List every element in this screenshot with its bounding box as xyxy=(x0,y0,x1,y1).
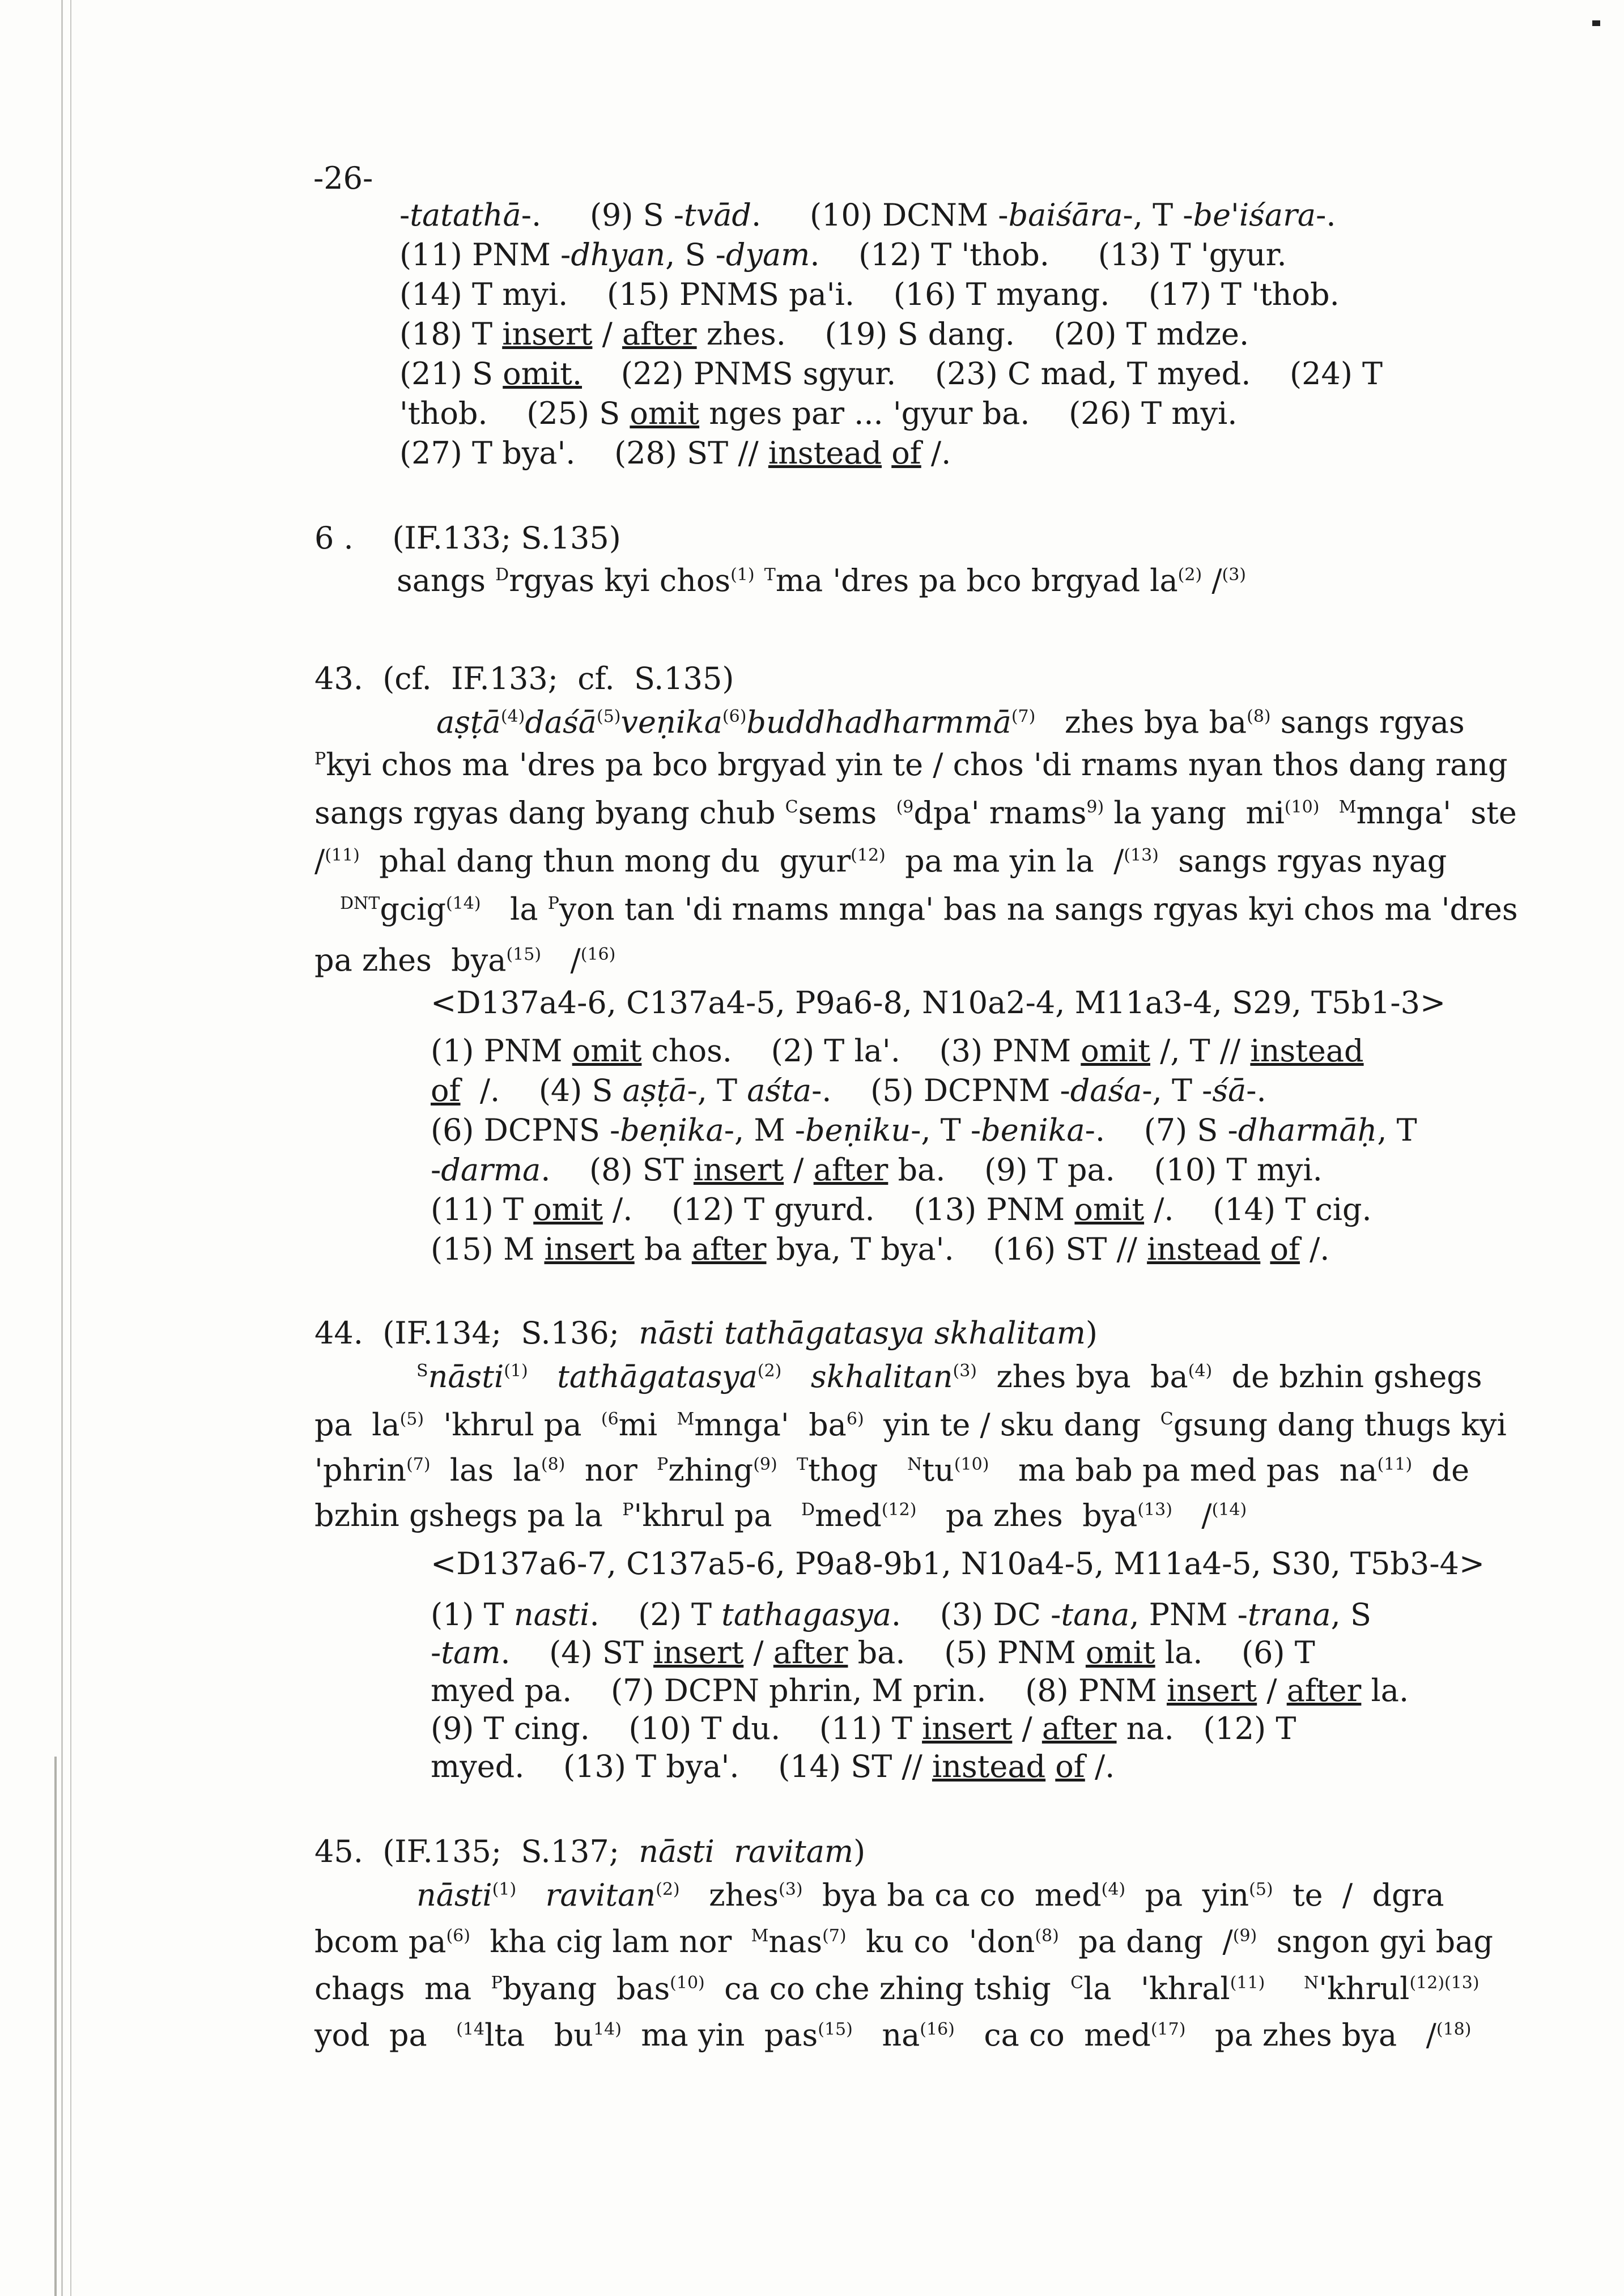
entry-heading: 6 . (IF.133; S.135) xyxy=(314,520,621,556)
entry-text: $^S$nāsti$^{(1)}$ tathāgatasya$^{(2)}$ skhalitan$^{(3)}$ zhes bya $ba^{(4)}$ de bzhin gshegs xyxy=(416,1359,1482,1394)
note-line: myed. (13) T bya'. (14) ST // instead of /. xyxy=(431,1749,1115,1784)
entry-heading: 45. (IF.135; S.137; nāsti ravitam) xyxy=(314,1834,866,1869)
scan-edge-line xyxy=(70,0,71,2296)
note-line: (18) T insert / after zhes. (19) S dang. (20) T mdze. xyxy=(399,316,1249,352)
entry-text: chags ma $^P$byang bas$^{(10)}$ ca co che zhing tshig $^C$la 'khral$^{(11)}$ $^N$'khrul$^{(12)(13)}$ xyxy=(314,1971,1480,2006)
entry-text: pa zhes bya$^{(15)}$ /$^{(16)}$ xyxy=(314,942,616,978)
note-line: myed pa. (7) DCPN phrin, M prin. (8) PNM insert / after la. xyxy=(431,1673,1409,1708)
entry-text: bzhin gshegs pa la $^P$'khrul pa $^D$med$^{(12)}$ pa zhes bya$^{(13)}$ /$^{(14)}$ xyxy=(314,1498,1247,1533)
entry-text: aṣṭā$^{(4)}$daśā$^{(5)}$veṇika$^{(6)}$buddhadharmmā$^{(7)}$ zhes bya $ba^{(8)}$ sangs rgyas xyxy=(436,704,1465,740)
note-line: (14) T myi. (15) PNMS pa'i. (16) T myang. (17) T 'thob. xyxy=(399,277,1340,312)
note-line: -tatathā-. (9) S -tvād. (10) DCNM -baiśāra-, T -be'iśara-. xyxy=(399,197,1336,233)
entry-text: $^P$kyi chos ma 'dres pa bco brgyad yin te / chos 'di rnams nyan thos dang rang xyxy=(314,747,1508,783)
scan-edge-line xyxy=(54,1757,57,2296)
note-line: (21) S omit. (22) PNMS sgyur. (23) C mad, T myed. (24) T xyxy=(399,356,1383,392)
entry-text: nāsti$^{(1)}$ ravitan$^{(2)}$ zhes$^{(3)}$ bya ba ca co med$^{(4)}$ pa yin$^{(5)}$ te / dgra xyxy=(416,1877,1444,1913)
entry-heading: 44. (IF.134; S.136; nāsti tathāgatasya skhalitam) xyxy=(314,1315,1098,1351)
entry-text: /$^{(11)}$ phal dang thun mong du gyur$^{(12)}$ pa ma yin la /$^{(13)}$ sangs rgyas nyag xyxy=(314,843,1447,879)
note-line: (6) DCPNS -beṇika-, M -beṇiku-, T -benika-. (7) S -dharmāḥ, T xyxy=(431,1112,1417,1148)
entry-text: yod pa $^{(14}$lta $bu^{14)}$ ma yin pas$^{(15)}$ $na^{(16)}$ ca co med$^{(17)}$ pa zhes bya /$^{(18)}$ xyxy=(314,2017,1472,2053)
entry-text: sangs $^D$rgyas kyi chos$^{(1)}$ $^T$ma 'dres pa bco brgyad $la^{(2)}$ /$^{(3)}$ xyxy=(397,563,1247,598)
note-line: (1) T nasti. (2) T tathagasya. (3) DC -tana, PNM -trana, S xyxy=(431,1597,1371,1632)
note-line: 'thob. (25) S omit nges par ... 'gyur ba. (26) T myi. xyxy=(399,396,1238,431)
entry-heading: 43. (cf. IF.133; cf. S.135) xyxy=(314,661,734,696)
source-line: <D137a4-6, C137a4-5, P9a6-8, N10a2-4, M11a3-4, S29, T5b1-3> xyxy=(431,985,1446,1021)
note-line: (9) T cing. (10) T du. (11) T insert / after na. (12) T xyxy=(431,1711,1296,1746)
entry-text: $^{DNT}$gcig$^{(14)}$ la $^P$yon tan 'di rnams mnga' bas na sangs rgyas kyi chos ma 'dres xyxy=(340,891,1518,927)
page-number: -26- xyxy=(313,160,373,196)
note-line: (27) T bya'. (28) ST // instead of /. xyxy=(399,435,951,471)
source-line: <D137a6-7, C137a5-6, P9a8-9b1, N10a4-5, M11a4-5, S30, T5b3-4> xyxy=(431,1546,1485,1581)
note-line: (15) M insert ba after bya, T bya'. (16) ST // instead of /. xyxy=(431,1231,1330,1267)
entry-text: 'phrin$^{(7)}$ las $la^{(8)}$ nor $^P$zhing$^{(9)}$ $^T$thog $^Ntu^{(10)}$ ma bab pa med pas $na^{(11)}$ de xyxy=(314,1452,1470,1488)
note-line: -tam. (4) ST insert / after ba. (5) PNM omit la. (6) T xyxy=(431,1635,1315,1670)
note-line: of /. (4) S aṣṭā-, T aśta-. (5) DCPNM -daśa-, T -śā-. xyxy=(431,1073,1266,1108)
entry-text: bcom $pa^{(6)}$ kha cig lam nor $^M$nas$^{(7)}$ ku co 'don$^{(8)}$ pa dang /$^{(9)}$ sngon gyi bag xyxy=(314,1924,1493,1959)
note-line: (1) PNM omit chos. (2) T la'. (3) PNM omit /, T // instead xyxy=(431,1033,1364,1069)
note-line: (11) PNM -dhyan, S -dyam. (12) T 'thob. (13) T 'gyur. xyxy=(399,237,1287,273)
note-line: -darma. (8) ST insert / after ba. (9) T pa. (10) T myi. xyxy=(431,1152,1323,1188)
entry-text: pa $la^{(5)}$ 'khrul pa $^{(6}$mi $^M$mnga' $ba^{6)}$ yin te / sku dang $^C$gsung dang thugs kyi xyxy=(314,1407,1507,1443)
entry-text: sangs rgyas dang byang chub $^C$sems $^{(9}$dpa' rnams$^{9)}$ la yang $mi^{(10)}$ $^M$mnga' ste xyxy=(314,795,1517,831)
scan-edge-line xyxy=(61,0,63,2296)
margin-mark xyxy=(1592,20,1600,26)
note-line: (11) T omit /. (12) T gyurd. (13) PNM omit /. (14) T cig. xyxy=(431,1192,1372,1227)
